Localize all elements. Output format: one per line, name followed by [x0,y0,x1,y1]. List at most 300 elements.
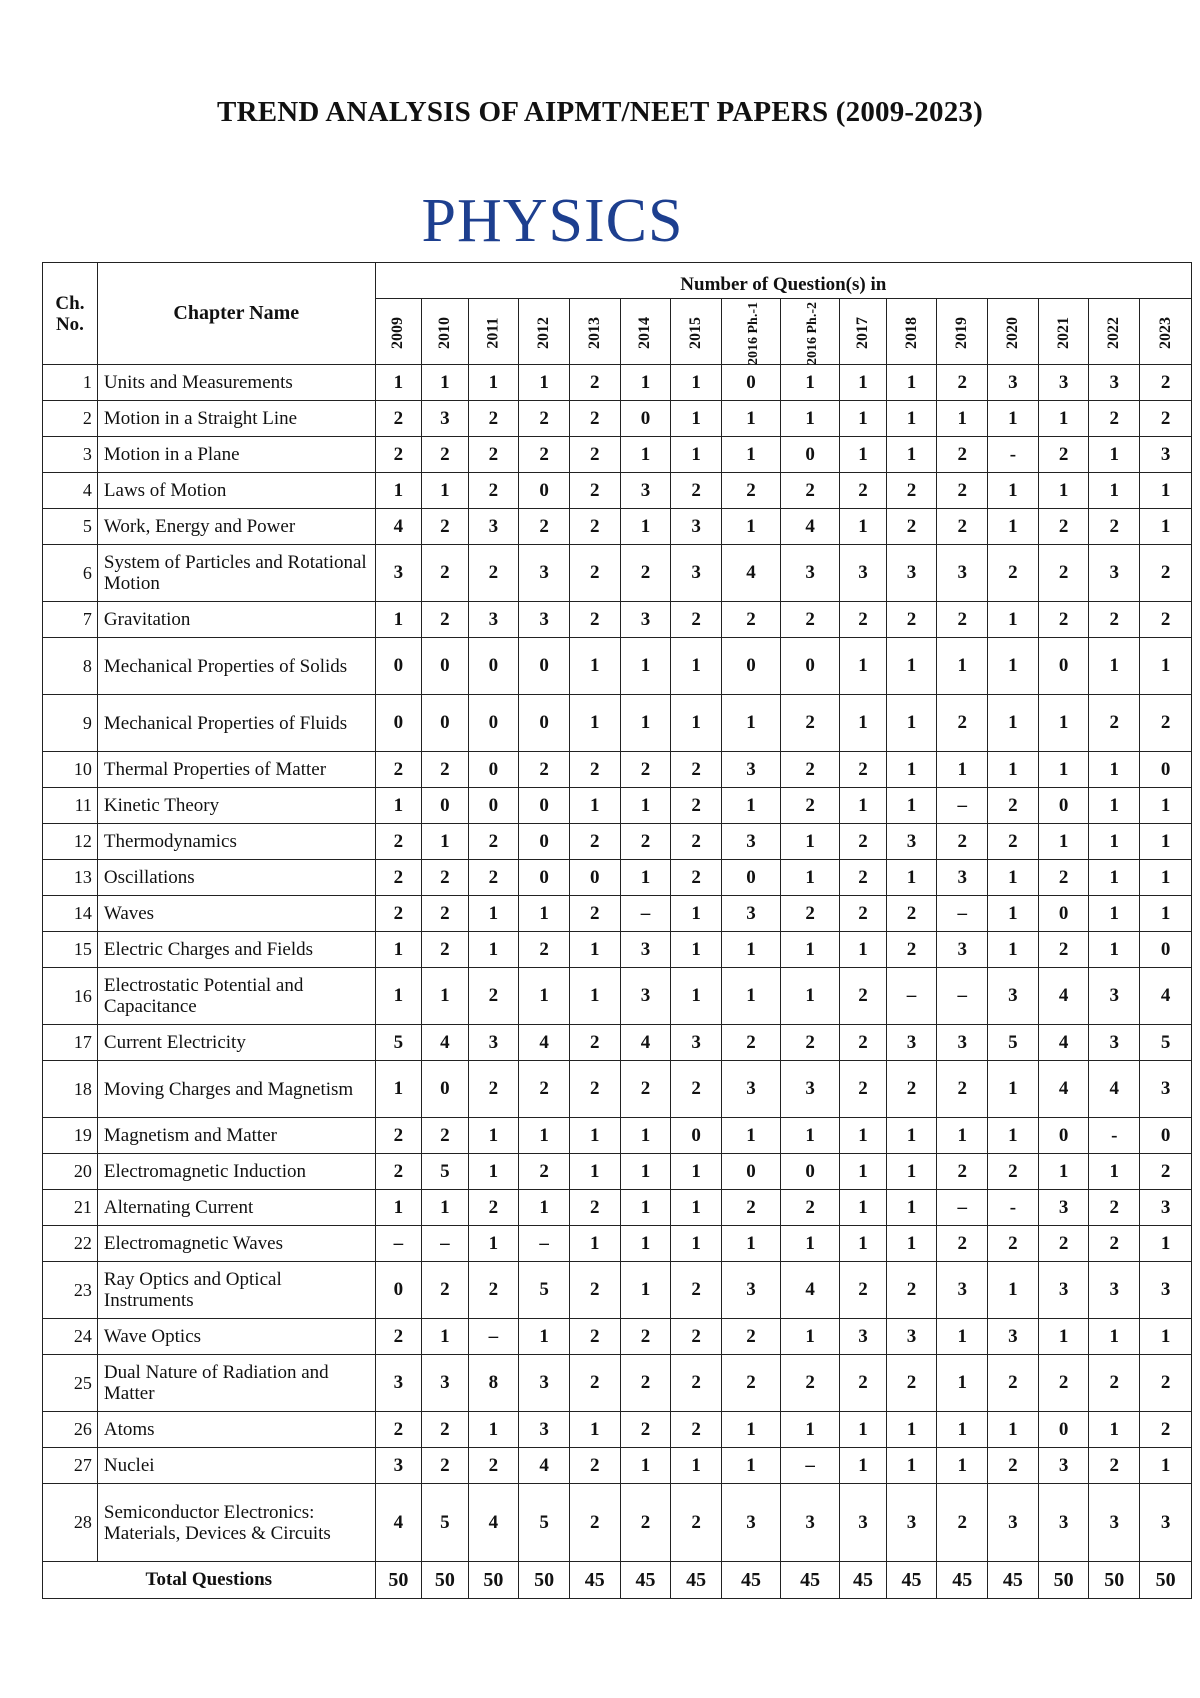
question-count-cell: 2 [468,473,519,509]
question-count-cell: 2 [988,545,1039,602]
question-count-cell: 2 [1140,365,1192,401]
question-count-cell: 1 [620,695,671,752]
question-count-cell: 2 [1089,1448,1140,1484]
question-count-cell: 2 [422,437,468,473]
question-count-cell: 2 [620,1319,671,1355]
chapter-number: 1 [43,365,98,401]
question-count-cell: 0 [468,638,519,695]
question-count-cell: 1 [1089,824,1140,860]
question-count-cell: 1 [468,896,519,932]
question-count-cell: 1 [519,968,570,1025]
question-count-cell: 0 [1038,788,1089,824]
chapter-number: 23 [43,1262,98,1319]
question-count-cell: 1 [1140,824,1192,860]
question-count-cell: 1 [781,1319,840,1355]
question-count-cell: 1 [721,695,780,752]
question-count-cell: 1 [721,1412,780,1448]
question-count-cell: 1 [620,1190,671,1226]
question-count-cell: 0 [422,788,468,824]
question-count-cell: 2 [671,1484,722,1562]
question-count-cell: 5 [519,1484,570,1562]
table-row [43,788,1192,824]
table-row [43,1319,1192,1355]
question-count-cell: 1 [620,1118,671,1154]
chapter-number: 18 [43,1061,98,1118]
question-count-cell: 1 [671,1448,722,1484]
question-count-cell: 2 [468,401,519,437]
question-count-cell: 1 [1089,752,1140,788]
question-count-cell: 1 [620,1448,671,1484]
question-count-cell: 2 [468,1448,519,1484]
table-row [43,1484,1192,1562]
question-count-cell: 2 [620,545,671,602]
question-count-cell: 1 [1140,1448,1192,1484]
question-count-cell: 2 [1140,401,1192,437]
question-count-cell: 1 [620,1154,671,1190]
question-count-cell: 1 [988,1412,1039,1448]
question-count-cell: 1 [988,932,1039,968]
question-count-cell: 0 [422,1061,468,1118]
question-count-cell: 2 [1089,1355,1140,1412]
question-count-cell: 2 [375,824,421,860]
question-count-cell: 3 [1038,1262,1089,1319]
question-count-cell: 1 [671,1154,722,1190]
question-count-cell: 1 [671,437,722,473]
question-count-cell: – [886,968,937,1025]
question-count-cell: 1 [721,437,780,473]
question-count-cell: 2 [375,752,421,788]
question-count-cell: 1 [569,968,620,1025]
table-row [43,1355,1192,1412]
question-count-cell: 2 [422,752,468,788]
question-count-cell: 1 [671,638,722,695]
total-cell: 45 [620,1562,671,1599]
question-count-cell: 2 [840,602,886,638]
total-cell: 50 [519,1562,570,1599]
question-count-cell: 2 [937,1226,988,1262]
question-count-cell: 2 [422,932,468,968]
question-count-cell: 1 [988,695,1039,752]
table-row [43,896,1192,932]
chapter-number: 28 [43,1484,98,1562]
year-header-cell [519,299,570,365]
total-cell: 50 [1089,1562,1140,1599]
question-count-cell: 2 [988,1226,1039,1262]
question-count-cell: 3 [375,1448,421,1484]
question-count-cell: 2 [937,365,988,401]
question-count-cell: 4 [1038,968,1089,1025]
question-count-cell: 2 [569,509,620,545]
question-count-cell: 1 [1140,1319,1192,1355]
question-count-cell: 2 [840,968,886,1025]
question-count-cell: 1 [519,365,570,401]
question-count-cell: 1 [569,638,620,695]
question-count-cell: 3 [1140,1484,1192,1562]
question-count-cell: 1 [781,365,840,401]
question-count-cell: 2 [937,695,988,752]
year-label: 2013 [585,316,603,349]
question-count-cell: 0 [781,437,840,473]
question-count-cell: 4 [375,509,421,545]
chapter-number: 8 [43,638,98,695]
year-header-cell [375,299,421,365]
question-count-cell: 1 [840,1412,886,1448]
question-count-cell: 1 [886,638,937,695]
question-count-cell: 2 [937,1484,988,1562]
question-count-cell: 4 [1089,1061,1140,1118]
question-count-cell: 2 [937,1154,988,1190]
chapter-name: Oscillations [97,860,375,896]
question-count-cell: 3 [1089,968,1140,1025]
question-count-cell: 2 [468,1061,519,1118]
question-count-cell: 0 [721,638,780,695]
question-count-cell: 1 [375,788,421,824]
question-count-cell: 2 [468,545,519,602]
question-count-cell: 1 [468,932,519,968]
year-header-cell [781,299,840,365]
table-row [43,695,1192,752]
question-count-cell: 3 [988,365,1039,401]
question-count-cell: 1 [519,1118,570,1154]
question-count-cell: 1 [1140,860,1192,896]
question-count-cell: 5 [519,1262,570,1319]
question-count-cell: 4 [620,1025,671,1061]
chapter-name: Electromagnetic Waves [97,1226,375,1262]
question-count-cell: 1 [781,968,840,1025]
question-count-cell: 2 [937,824,988,860]
question-count-cell: 2 [569,602,620,638]
question-count-cell: 2 [569,1448,620,1484]
question-count-cell: 0 [1038,638,1089,695]
total-cell: 45 [569,1562,620,1599]
question-count-cell: 1 [1038,1319,1089,1355]
question-count-cell: 2 [1089,602,1140,638]
question-count-cell: 0 [1140,752,1192,788]
question-count-cell: 1 [620,365,671,401]
question-count-cell: 2 [781,896,840,932]
year-label: 2010 [435,316,453,349]
question-count-cell: 4 [1038,1025,1089,1061]
question-count-cell: 2 [840,1025,886,1061]
question-count-cell: – [937,896,988,932]
question-count-cell: 1 [886,860,937,896]
chapter-number: 10 [43,752,98,788]
table-row [43,752,1192,788]
question-count-cell: 0 [519,473,570,509]
question-count-cell: 1 [569,695,620,752]
question-count-cell: 5 [1140,1025,1192,1061]
year-label: 2022 [1105,316,1123,349]
question-count-cell: 0 [1140,932,1192,968]
chapter-name: Moving Charges and Magnetism [97,1061,375,1118]
question-count-cell: 1 [375,602,421,638]
question-count-cell: 1 [468,1118,519,1154]
question-count-cell: 2 [671,1262,722,1319]
question-count-cell: 1 [620,860,671,896]
question-count-cell: 1 [937,752,988,788]
question-count-cell: 0 [468,695,519,752]
question-count-cell: – [375,1226,421,1262]
chapter-name: Units and Measurements [97,365,375,401]
question-count-cell: 3 [721,1262,780,1319]
question-count-cell: 3 [988,968,1039,1025]
total-cell: 50 [375,1562,421,1599]
table-row [43,860,1192,896]
question-count-cell: 2 [671,602,722,638]
question-count-cell: 1 [840,638,886,695]
total-cell: 45 [937,1562,988,1599]
question-count-cell: 2 [937,1061,988,1118]
year-label: 2009 [389,316,407,349]
question-count-cell: 2 [840,1262,886,1319]
question-count-cell: – [519,1226,570,1262]
question-count-cell: 2 [468,1262,519,1319]
question-count-cell: 1 [1038,695,1089,752]
question-count-cell: 3 [721,752,780,788]
question-count-cell: 3 [519,545,570,602]
question-count-cell: 1 [1089,932,1140,968]
question-count-cell: 1 [886,788,937,824]
table-row [43,1226,1192,1262]
table-row [43,1061,1192,1118]
chapter-number: 12 [43,824,98,860]
chapter-name: Ray Optics and Optical Instruments [97,1262,375,1319]
question-count-cell: 1 [1089,860,1140,896]
question-count-cell: 2 [781,1190,840,1226]
question-count-cell: 3 [1038,1484,1089,1562]
question-count-cell: 1 [988,638,1039,695]
question-count-cell: 2 [375,1154,421,1190]
question-count-cell: 1 [1089,788,1140,824]
question-count-cell: 2 [468,824,519,860]
question-count-cell: 2 [375,1319,421,1355]
chapter-name: Dual Nature of Radiation and Matter [97,1355,375,1412]
total-cell: 50 [1038,1562,1089,1599]
question-count-cell: 2 [1038,860,1089,896]
question-count-cell: 1 [375,968,421,1025]
question-count-cell: 3 [721,1061,780,1118]
question-count-cell: 2 [519,932,570,968]
question-count-cell: 3 [1089,545,1140,602]
question-count-cell: 2 [840,896,886,932]
question-count-cell: 2 [721,473,780,509]
question-count-cell: 2 [468,1190,519,1226]
total-cell: 45 [781,1562,840,1599]
question-count-cell: 1 [375,365,421,401]
total-cell: 50 [1140,1562,1192,1599]
question-count-cell: 1 [840,695,886,752]
question-count-cell: 2 [781,602,840,638]
question-count-cell: 2 [840,473,886,509]
question-count-cell: 2 [840,752,886,788]
question-count-cell: 2 [1038,437,1089,473]
question-count-cell: 1 [781,932,840,968]
question-count-cell: 1 [1089,1319,1140,1355]
question-count-cell: 1 [671,1190,722,1226]
question-count-cell: 2 [886,473,937,509]
question-count-cell: 0 [375,638,421,695]
question-count-cell: 1 [937,1118,988,1154]
question-count-cell: 1 [886,1118,937,1154]
question-count-cell: 2 [569,1355,620,1412]
question-count-cell: 5 [988,1025,1039,1061]
question-count-cell: 1 [721,509,780,545]
chapter-name: Waves [97,896,375,932]
question-count-cell: 2 [422,602,468,638]
question-count-cell: 4 [519,1448,570,1484]
question-count-cell: 1 [781,1118,840,1154]
question-count-cell: 1 [1038,1154,1089,1190]
question-count-cell: 2 [1140,545,1192,602]
question-count-cell: 1 [988,509,1039,545]
trend-table [42,262,1192,1599]
question-count-cell: 4 [468,1484,519,1562]
chapter-name: Semiconductor Electronics: Materials, Devices & Circuits [97,1484,375,1562]
table-row [43,602,1192,638]
table-row [43,932,1192,968]
question-count-cell: 0 [781,1154,840,1190]
question-count-cell: 1 [886,1412,937,1448]
question-count-cell: 2 [1089,695,1140,752]
question-count-cell: 1 [721,968,780,1025]
question-count-cell: 2 [569,437,620,473]
question-count-cell: 0 [569,860,620,896]
question-count-cell: 2 [1038,1226,1089,1262]
table-row [43,509,1192,545]
question-count-cell: 3 [1089,1025,1140,1061]
chapter-name: Motion in a Straight Line [97,401,375,437]
chapter-number: 2 [43,401,98,437]
question-count-cell: 1 [375,473,421,509]
question-count-cell: 1 [1140,896,1192,932]
question-count-cell: 4 [1140,968,1192,1025]
question-count-cell: 3 [781,1484,840,1562]
year-label: 2020 [1003,316,1021,349]
total-cell: 45 [840,1562,886,1599]
question-count-cell: 3 [721,896,780,932]
chapter-number: 25 [43,1355,98,1412]
question-count-cell: 4 [422,1025,468,1061]
question-count-cell: 2 [569,401,620,437]
question-count-cell: 3 [422,1355,468,1412]
question-count-cell: 1 [671,401,722,437]
question-count-cell: 2 [886,602,937,638]
total-row [43,1562,1192,1599]
chapter-name: Atoms [97,1412,375,1448]
question-count-cell: – [937,1190,988,1226]
chapter-name: Thermodynamics [97,824,375,860]
question-count-cell: 2 [937,602,988,638]
question-count-cell: 2 [1038,602,1089,638]
total-cell: 45 [988,1562,1039,1599]
year-header-cell [422,299,468,365]
question-count-cell: 3 [1140,1190,1192,1226]
year-header-cell [886,299,937,365]
question-count-cell: 0 [519,695,570,752]
table-row [43,365,1192,401]
question-count-cell: 1 [620,437,671,473]
question-count-cell: 1 [781,1226,840,1262]
question-count-cell: 0 [1038,1412,1089,1448]
question-count-cell: 0 [519,638,570,695]
question-count-cell: 1 [886,1190,937,1226]
question-count-cell: 0 [1038,896,1089,932]
question-count-cell: 1 [1038,473,1089,509]
question-count-cell: 2 [569,1025,620,1061]
year-header-cell [1140,299,1192,365]
question-count-cell: 3 [886,824,937,860]
question-count-cell: 2 [988,1355,1039,1412]
question-count-cell: 4 [519,1025,570,1061]
question-count-cell: 2 [937,437,988,473]
question-count-cell: 1 [988,602,1039,638]
header-number-of-questions: Number of Question(s) in [375,263,1191,299]
year-header-cell [937,299,988,365]
question-count-cell: 2 [988,788,1039,824]
question-count-cell: – [937,968,988,1025]
question-count-cell: 2 [937,509,988,545]
question-count-cell: 3 [468,602,519,638]
question-count-cell: 2 [671,1319,722,1355]
question-count-cell: 3 [519,1412,570,1448]
question-count-cell: 1 [886,365,937,401]
question-count-cell: 1 [840,1154,886,1190]
chapter-name: Nuclei [97,1448,375,1484]
question-count-cell: 1 [840,1226,886,1262]
year-label: 2016 Ph.-1 [745,301,761,365]
table-row [43,638,1192,695]
question-count-cell: 3 [840,1484,886,1562]
question-count-cell: 2 [422,860,468,896]
question-count-cell: 2 [781,1025,840,1061]
question-count-cell: 1 [620,509,671,545]
question-count-cell: 1 [840,365,886,401]
question-count-cell: 3 [671,545,722,602]
table-row [43,824,1192,860]
question-count-cell: 1 [375,932,421,968]
table-row [43,473,1192,509]
question-count-cell: 2 [422,509,468,545]
question-count-cell: 0 [1038,1118,1089,1154]
chapter-number: 22 [43,1226,98,1262]
question-count-cell: – [781,1448,840,1484]
question-count-cell: 1 [1089,473,1140,509]
chapter-name: Current Electricity [97,1025,375,1061]
chapter-number: 5 [43,509,98,545]
header-chapter-name: Chapter Name [97,263,375,365]
year-label: 2011 [484,316,502,349]
question-count-cell: 1 [721,1226,780,1262]
year-header-cell [569,299,620,365]
question-count-cell: 0 [620,401,671,437]
question-count-cell: – [468,1319,519,1355]
question-count-cell: 3 [937,545,988,602]
question-count-cell: 2 [422,1448,468,1484]
question-count-cell: 1 [375,1061,421,1118]
question-count-cell: 3 [840,1319,886,1355]
question-count-cell: 1 [937,401,988,437]
question-count-cell: 2 [840,1355,886,1412]
subject-title: PHYSICS [421,187,684,255]
question-count-cell: 2 [988,824,1039,860]
year-label: 2021 [1054,316,1072,349]
chapter-name: Work, Energy and Power [97,509,375,545]
table-row [43,1448,1192,1484]
question-count-cell: 2 [886,1355,937,1412]
question-count-cell: 2 [519,401,570,437]
question-count-cell: 3 [886,1025,937,1061]
question-count-cell: 2 [1140,1154,1192,1190]
